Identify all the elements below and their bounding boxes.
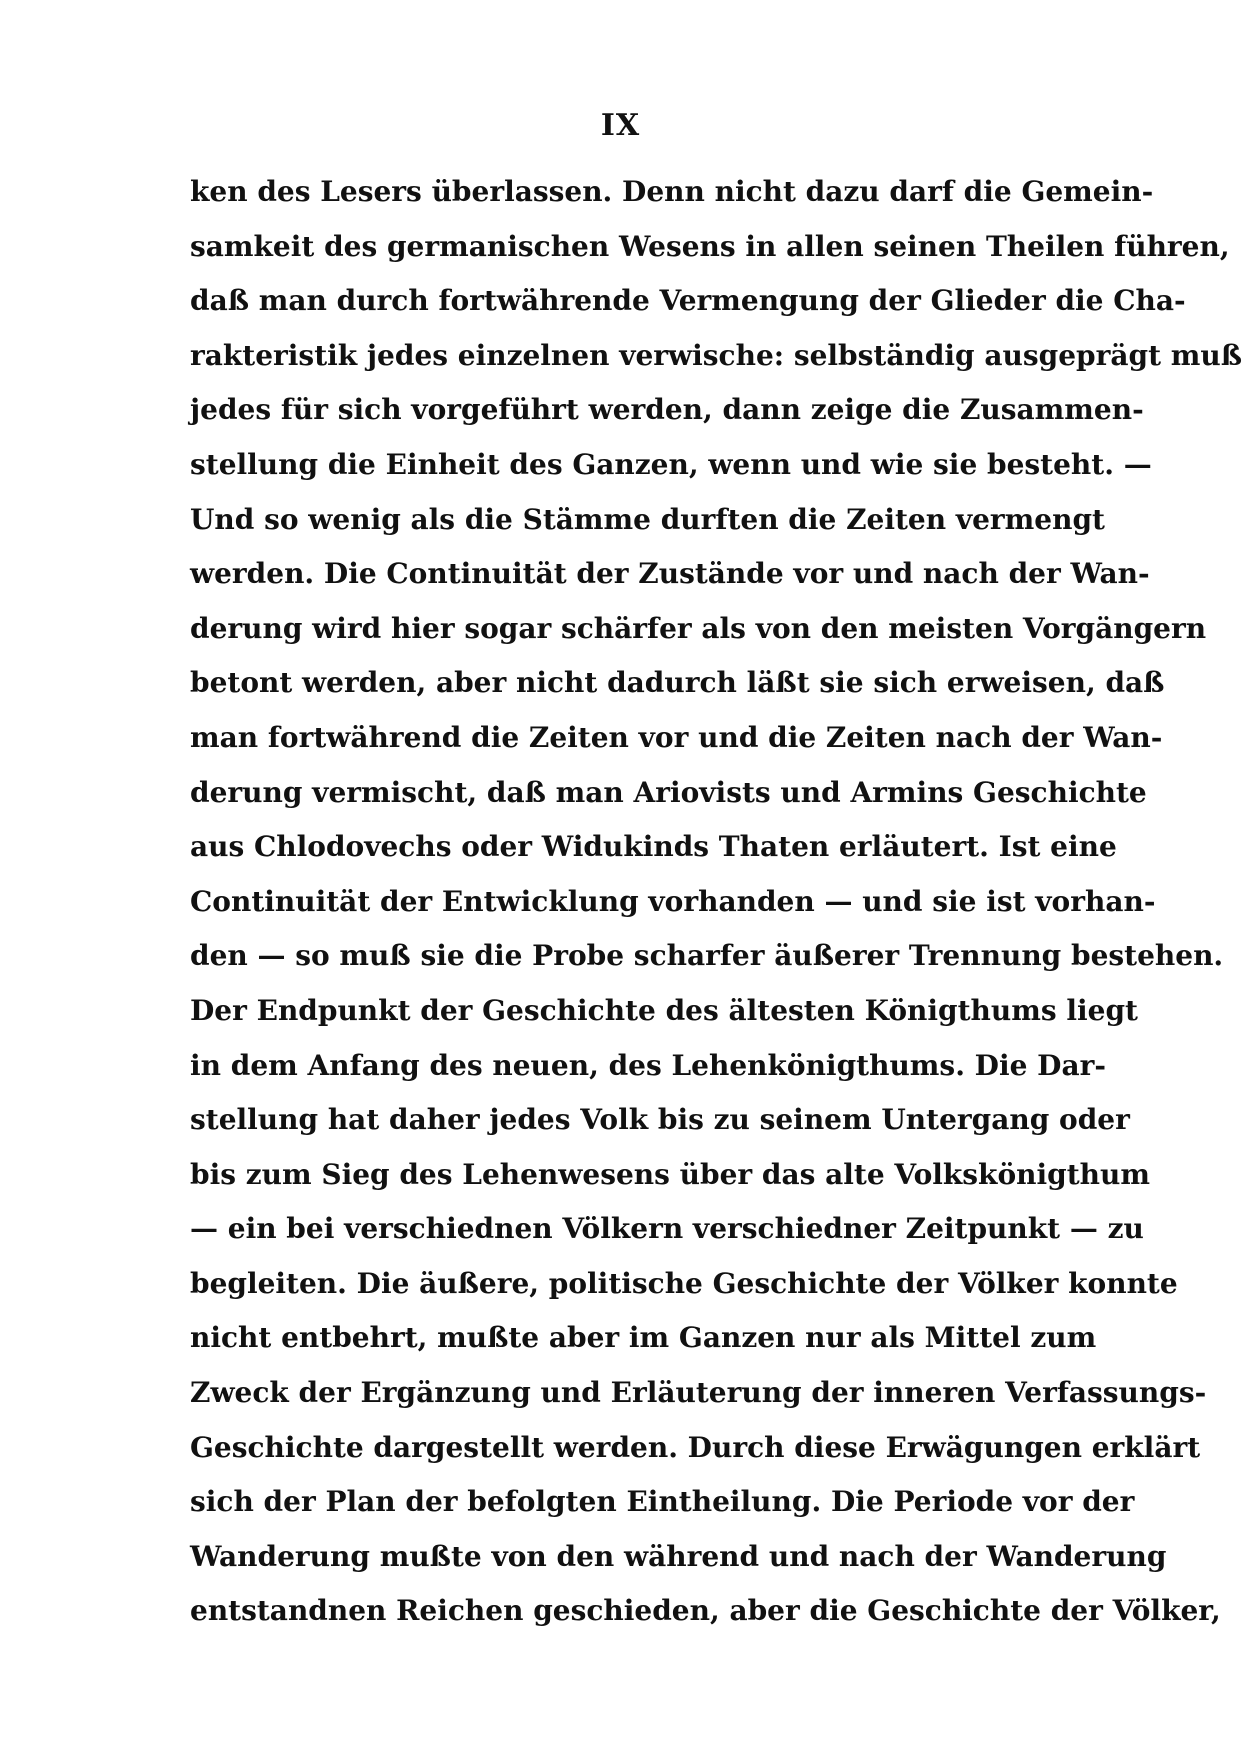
text-line: Der Endpunkt der Geschichte des ältesten Königthums liegt [190,993,1138,1027]
text-line: den — so muß sie die Probe scharfer äußerer Trennung bestehen. [190,939,1224,973]
text-line: samkeit des germanischen Wesens in allen seinen Theilen führen, [190,229,1230,263]
text-line: stellung hat daher jedes Volk bis zu seinem Untergang oder [190,1103,1130,1137]
text-line: bis zum Sieg des Lehenwesens über das alte Volkskönigthum [190,1157,1150,1191]
text-line: Continuität der Entwicklung vorhanden — und sie ist vorhan- [190,884,1156,918]
text-line: werden. Die Continuität der Zustände vor und nach der Wan- [190,557,1150,591]
text-line: ken des Lesers überlassen. Denn nicht dazu darf die Gemein- [190,175,1154,208]
text-line: daß man durch fortwährende Vermengung der Glieder die Cha- [190,284,1186,318]
text-line: derung vermischt, daß man Ariovists und Armins Geschichte [190,775,1147,809]
text-line: stellung die Einheit des Ganzen, wenn und wie sie besteht. — [190,447,1152,481]
text-line: derung wird hier sogar schärfer als von den meisten Vorgängern [190,611,1207,645]
body-text [190,172,1242,1646]
text-line: Wanderung mußte von den während und nach der Wanderung [190,1539,1167,1573]
text-line: Und so wenig als die Stämme durften die Zeiten vermengt [190,502,1105,536]
text-line: rakteristik jedes einzelnen verwische: selbständig ausgeprägt muß [190,338,1242,372]
text-line: entstandnen Reichen geschieden, aber die Geschichte der Völker, [190,1594,1221,1628]
text-line: — ein bei verschiednen Völkern verschiedner Zeitpunkt — zu [190,1212,1144,1246]
text-line: jedes für sich vorgeführt werden, dann zeige die Zusammen- [190,393,1144,427]
text-line: in dem Anfang des neuen, des Lehenkönigthums. Die Dar- [190,1048,1106,1082]
text-line: nicht entbehrt, mußte aber im Ganzen nur als Mittel zum [190,1321,1097,1355]
page-number: IX [600,108,641,143]
text-line: betont werden, aber nicht dadurch läßt sie sich erweisen, daß [190,666,1165,700]
text-line: begleiten. Die äußere, politische Geschichte der Völker konnte [190,1266,1178,1300]
text-line: sich der Plan der befolgten Eintheilung. Die Periode vor der [190,1485,1135,1519]
text-line: man fortwährend die Zeiten vor und die Zeiten nach der Wan- [190,720,1163,754]
text-line: aus Chlodovechs oder Widukinds Thaten erläutert. Ist eine [190,830,1117,864]
text-line: Zweck der Ergänzung und Erläuterung der inneren Verfassungs- [190,1376,1207,1410]
text-line: Geschichte dargestellt werden. Durch diese Erwägungen erklärt [190,1430,1201,1464]
